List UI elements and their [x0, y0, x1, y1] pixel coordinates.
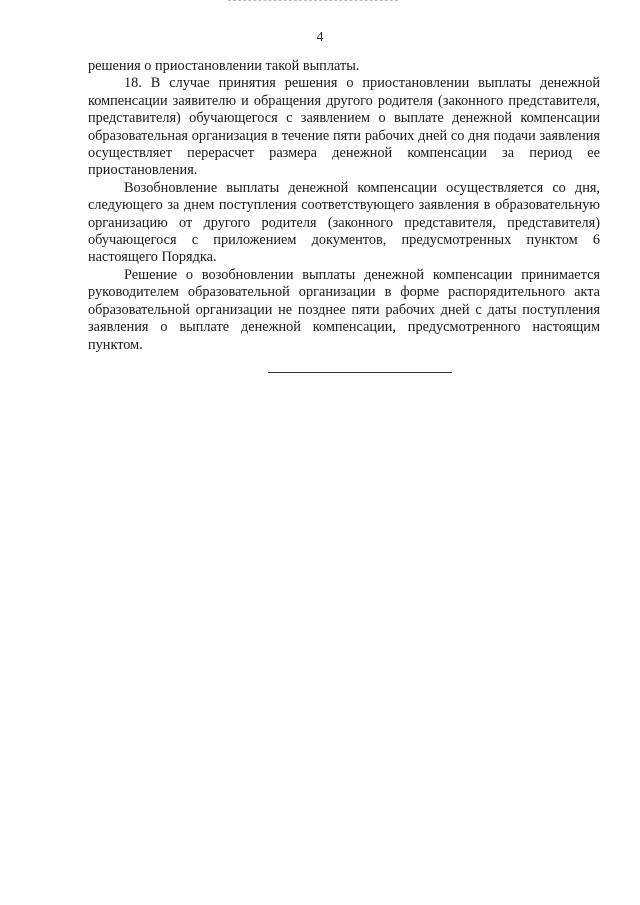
paragraph-continuation: решения о приостановлении такой выплаты.	[88, 58, 360, 74]
paragraph-decision: Решение о возобновлении выплаты денежной компенсации принимается руководителем образовательной организации в форме распорядительного акта образовательной организации не позднее пяти рабочих дней с даты поступления заявления о выплате денежной компенсации, предусмотренного настоящим пунктом.	[88, 266, 600, 353]
scan-edge-mark	[228, 0, 398, 1]
page-number: 4	[316, 30, 324, 45]
paragraph-resumption: Возобновление выплаты денежной компенсации осуществляется со дня, следующего за днем поступления соответствующего заявления в образовательную организацию от другого родителя (законного представителя, представителя) обучающегося с приложением документов, предусмотренных пунктом 6 настоящего Порядка.	[88, 179, 600, 266]
document-body	[88, 58, 600, 354]
paragraph-item-18: 18. В случае принятия решения о приостановлении выплаты денежной компенсации заявителю и обращения другого родителя (законного представителя, представителя) обучающегося с заявлением о выплате денежной компенсации образовательная организация в течение пяти рабочих дней со дня подачи заявления осуществляет перерасчет размера денежной компенсации за период ее приостановления.	[88, 75, 600, 179]
end-of-document-divider	[268, 372, 452, 373]
